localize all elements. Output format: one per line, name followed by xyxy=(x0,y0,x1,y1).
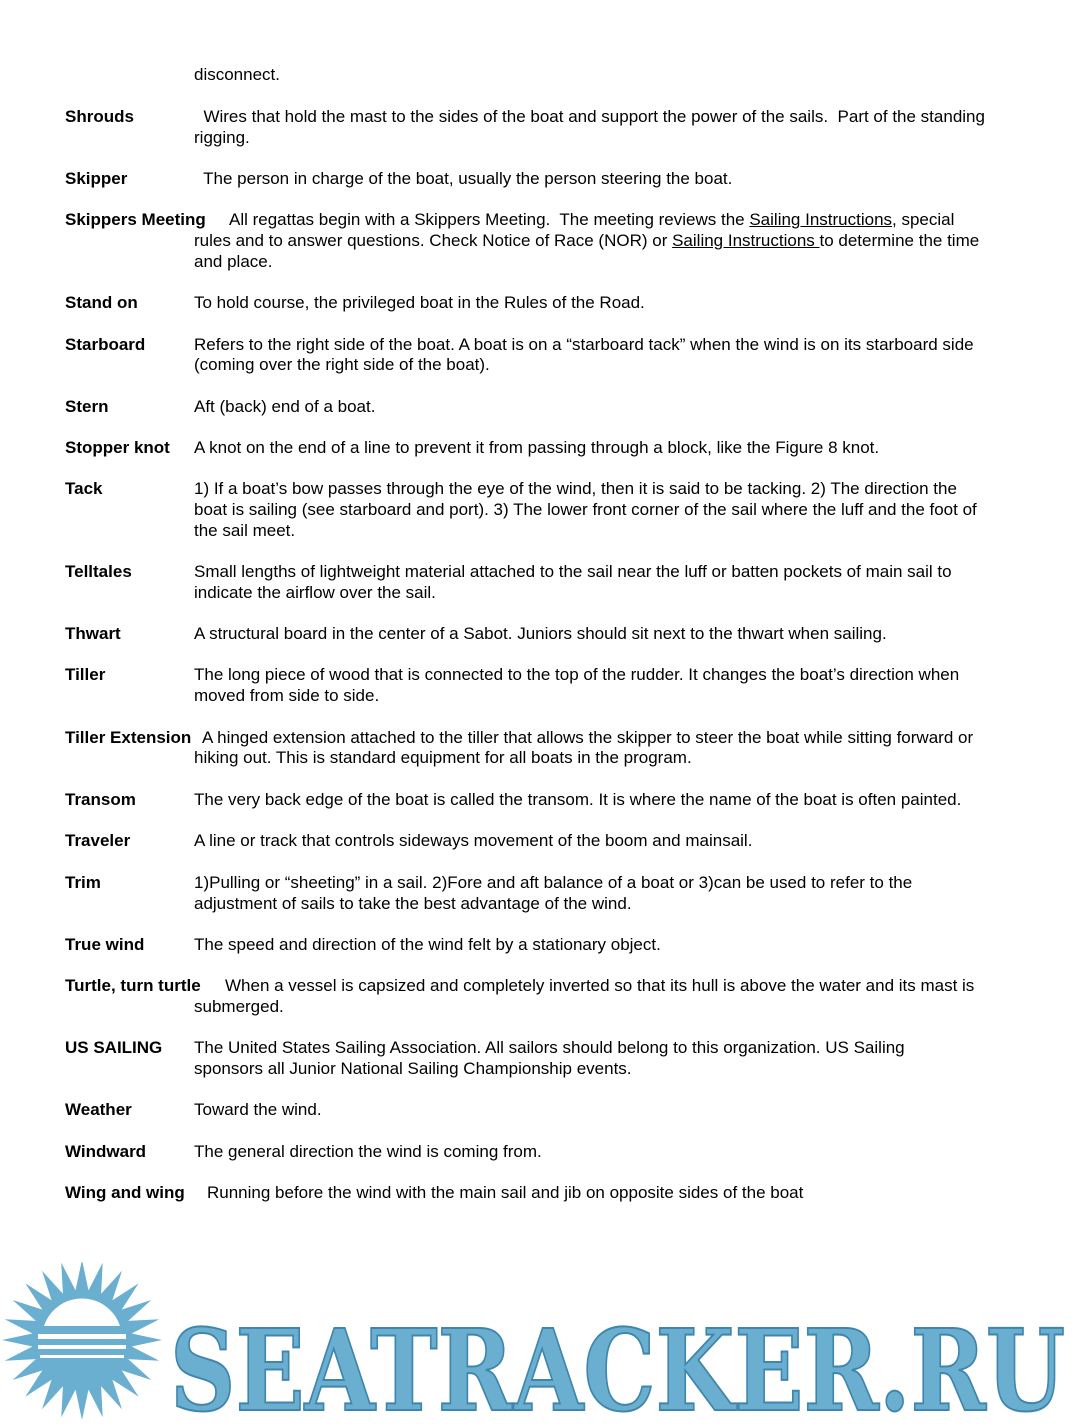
definition-weather: Toward the wind. xyxy=(194,1100,322,1119)
term-wing-and-wing: Wing and wing xyxy=(65,1183,185,1202)
seatracker-watermark xyxy=(0,1262,1080,1425)
term-turtle: Turtle, turn turtle xyxy=(65,976,201,995)
term-stopper-knot: Stopper knot xyxy=(65,438,170,457)
definition-thwart: A structural board in the center of a Sabot. Juniors should sit next to the thwart when sailing. xyxy=(194,624,887,643)
definition-skippers-meeting-line-1 xyxy=(229,209,954,230)
term-tack: Tack xyxy=(65,479,103,498)
definition-stern: Aft (back) end of a boat. xyxy=(194,397,376,416)
definition-stand-on: To hold course, the privileged boat in the Rules of the Road. xyxy=(194,293,645,312)
definition-telltales-line-2: indicate the airflow over the sail. xyxy=(194,583,436,602)
watermark-text: SEATRACKER.RU xyxy=(170,1306,1065,1425)
term-skippers-meeting: Skippers Meeting xyxy=(65,210,206,229)
term-trim: Trim xyxy=(65,873,101,892)
definition-starboard-line-1: Refers to the right side of the boat. A boat is on a “starboard tack” when the wind is on its starboard side xyxy=(194,335,974,354)
text-run: , special xyxy=(892,210,955,229)
definition-telltales-line-1: Small lengths of lightweight material attached to the sail near the luff or batten pockets of main sail to xyxy=(194,562,952,581)
text-run: rules and to answer questions. Check Notice of Race (NOR) or xyxy=(194,231,673,250)
text-run: All regattas begin with a Skippers Meeting. The meeting reviews the xyxy=(229,210,750,229)
definition-turtle-line-1: When a vessel is capsized and completely inverted so that its hull is above the water and its mast is xyxy=(225,976,975,995)
sailing-instructions-link: Sailing Instructions xyxy=(672,231,820,250)
term-weather: Weather xyxy=(65,1100,132,1119)
definition-trim-line-1: 1)Pulling or “sheeting” in a sail. 2)Fore and aft balance of a boat or 3)can be used to refer to the xyxy=(194,873,913,892)
definition-tack-line-3: the sail meet. xyxy=(194,521,296,540)
term-stern: Stern xyxy=(65,397,109,416)
definition-skipper: The person in charge of the boat, usually the person steering the boat. xyxy=(194,169,733,188)
definition-windward: The general direction the wind is coming from. xyxy=(194,1142,542,1161)
term-us-sailing: US SAILING xyxy=(65,1038,163,1057)
definition-transom: The very back edge of the boat is called the transom. It is where the name of the boat is often painted. xyxy=(194,790,962,809)
definition-us-sailing-line-1: The United States Sailing Association. All sailors should belong to this organization. US Sailing xyxy=(194,1038,905,1057)
definition-tiller-extension-line-1: A hinged extension attached to the tiller that allows the skipper to steer the boat while sitting forward or xyxy=(202,728,974,747)
definition-turtle-line-2: submerged. xyxy=(194,997,284,1016)
definition-us-sailing-line-2: sponsors all Junior National Sailing Championship events. xyxy=(194,1059,632,1078)
term-transom: Transom xyxy=(65,790,136,809)
definition-shrouds-line-1: Wires that hold the mast to the sides of the boat and support the power of the sails. Part of the standing xyxy=(194,107,985,126)
term-stand-on: Stand on xyxy=(65,293,138,312)
definition-skippers-meeting-line-3: and place. xyxy=(194,252,273,271)
term-starboard: Starboard xyxy=(65,335,146,354)
sailing-instructions-link: Sailing Instructions xyxy=(749,210,893,229)
continuation-line: disconnect. xyxy=(194,65,280,84)
term-thwart: Thwart xyxy=(65,624,121,643)
term-tiller: Tiller xyxy=(65,665,106,684)
definition-tack-line-1: 1) If a boat’s bow passes through the eye of the wind, then it is said to be tacking. 2) The direction the xyxy=(194,479,957,498)
definition-wing-and-wing: Running before the wind with the main sail and jib on opposite sides of the boat xyxy=(207,1183,804,1202)
definition-trim-line-2: adjustment of sails to take the best advantage of the wind. xyxy=(194,894,632,913)
term-windward: Windward xyxy=(65,1142,147,1161)
definition-shrouds-line-2: rigging. xyxy=(194,128,250,147)
definition-starboard-line-2: (coming over the right side of the boat). xyxy=(194,355,490,374)
term-telltales: Telltales xyxy=(65,562,132,581)
definition-stopper-knot: A knot on the end of a line to prevent it from passing through a block, like the Figure 8 knot. xyxy=(194,438,880,457)
definition-true-wind: The speed and direction of the wind felt by a stationary object. xyxy=(194,935,661,954)
definition-tiller-extension-line-2: hiking out. This is standard equipment for all boats in the program. xyxy=(194,748,692,767)
definition-skippers-meeting-line-2 xyxy=(194,230,979,251)
text-run: to determine the time xyxy=(819,231,980,250)
definition-tiller-line-2: moved from side to side. xyxy=(194,686,380,705)
sun-icon xyxy=(2,1262,162,1420)
definition-tack-line-2: boat is sailing (see starboard and port). 3) The lower front corner of the sail where the luff and the foot of xyxy=(194,500,977,519)
term-tiller-extension: Tiller Extension xyxy=(65,728,192,747)
definition-traveler: A line or track that controls sideways movement of the boom and mainsail. xyxy=(194,831,753,850)
term-true-wind: True wind xyxy=(65,935,145,954)
term-traveler: Traveler xyxy=(65,831,131,850)
term-shrouds: Shrouds xyxy=(65,107,134,126)
definition-tiller-line-1: The long piece of wood that is connected to the top of the rudder. It changes the boat’s direction when xyxy=(194,665,960,684)
term-skipper: Skipper xyxy=(65,169,128,188)
